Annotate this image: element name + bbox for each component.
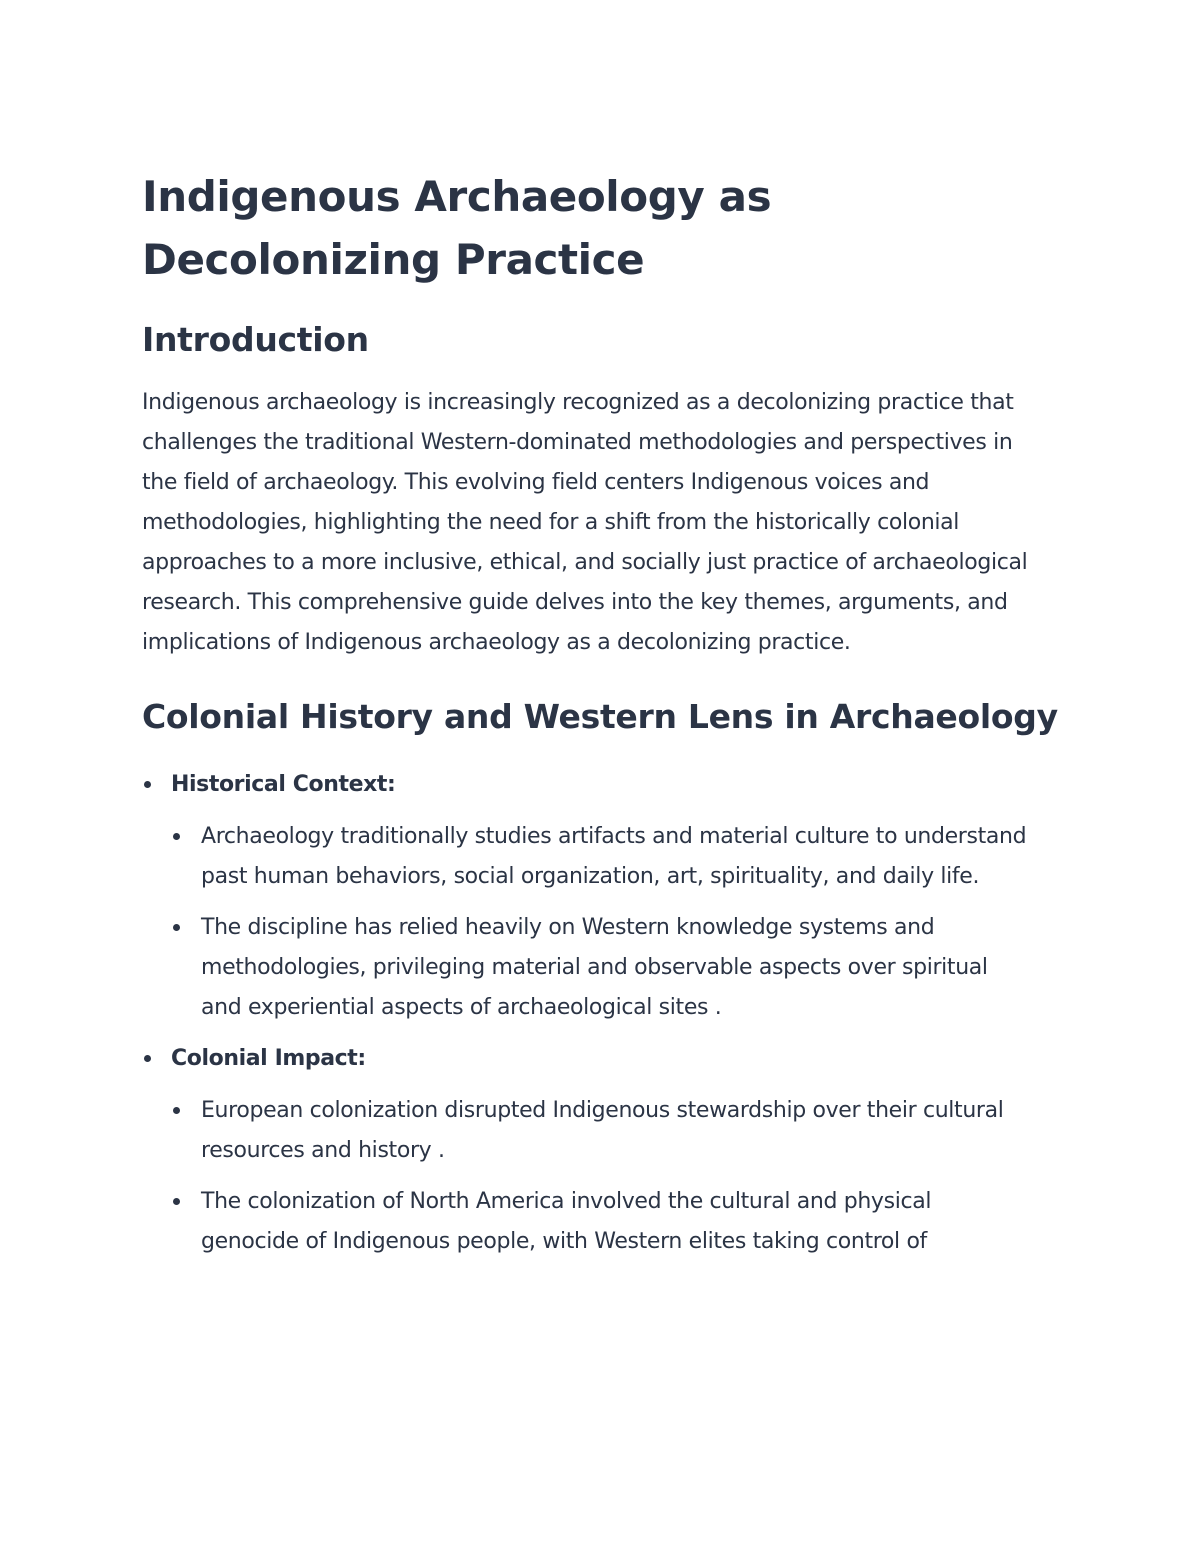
sub-bullet-list — [171, 1091, 1062, 1262]
intro-heading: Introduction — [142, 320, 369, 359]
bullet-item-colonial-impact — [142, 1039, 1062, 1262]
sub-bullet-list — [171, 817, 1062, 1028]
sub-bullet-item: The discipline has relied heavily on Western knowledge systems and methodologies, privileging material and observable aspects over spiritual and experiential aspects of archaeological sites . — [171, 908, 1031, 1028]
sub-bullet-item: The colonization of North America involved the cultural and physical genocide of Indigenous people, with Western elites taking control of — [171, 1182, 1031, 1262]
intro-paragraph: Indigenous archaeology is increasingly recognized as a decolonizing practice that challenges the traditional Western-dominated methodologies and perspectives in the field of archaeology. This evolving field centers Indigenous voices and methodologies, highlighting the need for a shift from the historically colonial approaches to a more inclusive, ethical, and socially just practice of archaeological research. This comprehensive guide delves into the key themes, arguments, and implications of Indigenous archaeology as a decolonizing practice. — [142, 390, 1028, 655]
bullet-title: Colonial Impact: — [171, 1046, 366, 1071]
bullet-item-historical-context — [142, 765, 1062, 1028]
section-bullet-list — [142, 765, 1062, 1262]
bullet-title: Historical Context: — [171, 772, 396, 797]
sub-bullet-item: European colonization disrupted Indigenous stewardship over their cultural resources and history . — [171, 1091, 1031, 1171]
document-page — [142, 165, 1062, 1273]
sub-bullet-item: Archaeology traditionally studies artifacts and material culture to understand past human behaviors, social organization, art, spirituality, and daily life. — [171, 817, 1031, 897]
document-title: Indigenous Archaeology as Decolonizing Practice — [142, 172, 772, 284]
section-heading: Colonial History and Western Lens in Archaeology — [142, 697, 1058, 736]
